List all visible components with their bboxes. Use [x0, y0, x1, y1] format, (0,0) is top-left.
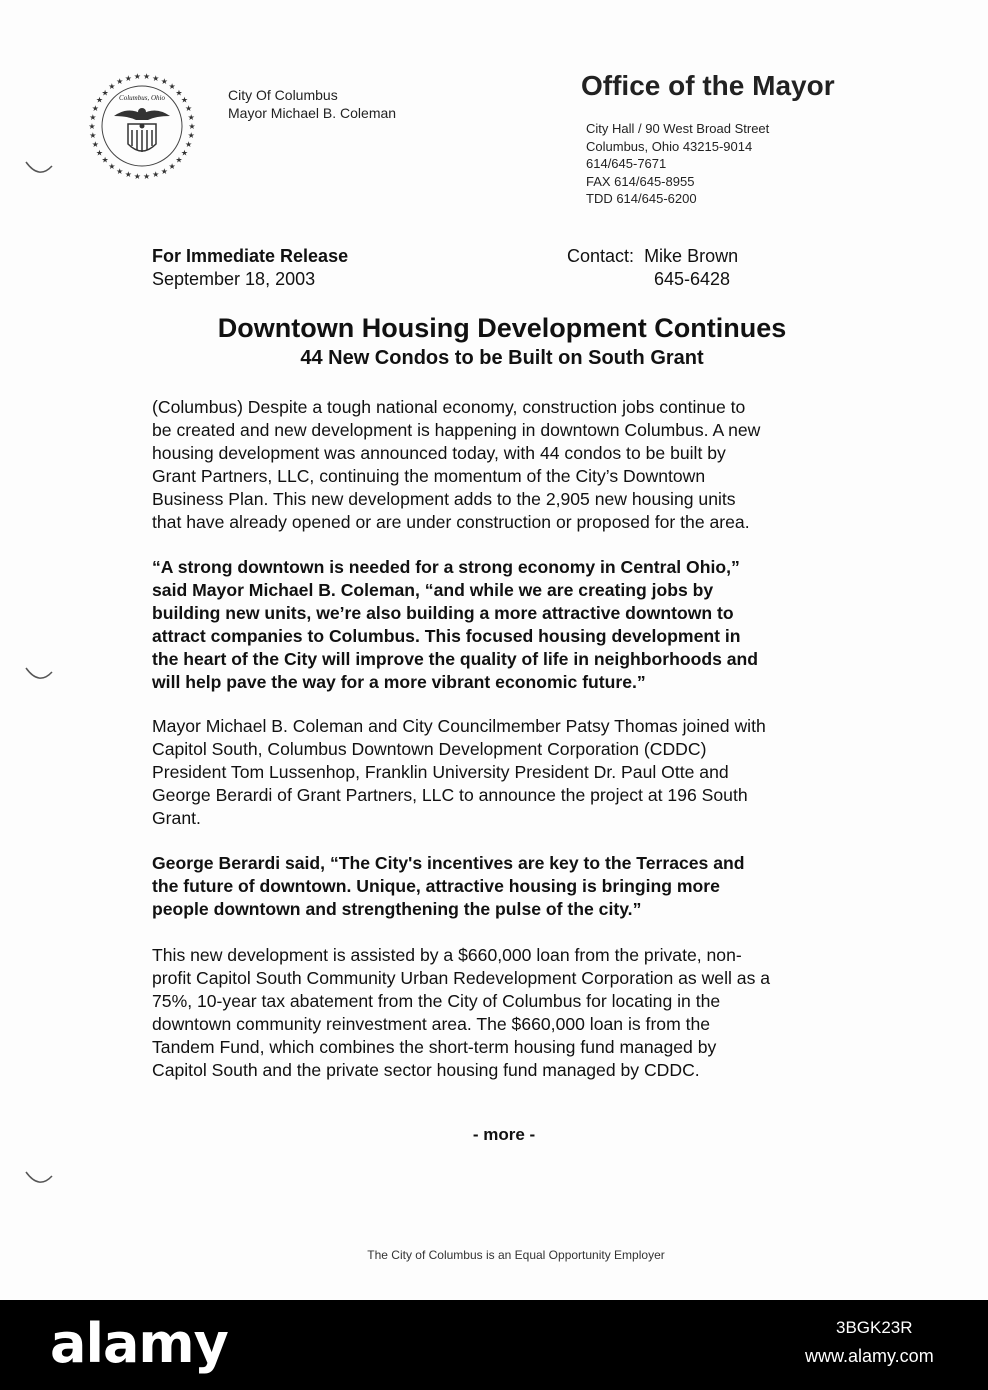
paragraph-line: George Berardi said, “The City's incentives are key to the Terraces and: [152, 853, 745, 873]
seal-star-icon: ★: [108, 161, 116, 171]
subheadline: 44 New Condos to be Built on South Grant: [300, 347, 704, 369]
paragraph-line: 75%, 10-year tax abatement from the City of Columbus for locating in the: [152, 991, 721, 1011]
seal-star-icon: ★: [101, 88, 109, 98]
headline: Downtown Housing Development Continues: [217, 313, 787, 343]
paragraph-line: attract companies to Columbus. This focused housing development in: [152, 626, 741, 646]
paragraph-line: be created and new development is happening in downtown Columbus. A new: [152, 420, 761, 440]
punch-hole-mark: [24, 1170, 54, 1184]
footer-note: The City of Columbus is an Equal Opportunity Employer: [367, 1248, 665, 1262]
seal-star-icon: ★: [175, 155, 183, 165]
seal-star-icon: ★: [88, 122, 96, 131]
seal-star-icon: ★: [175, 88, 183, 98]
seal-text: Columbus, Ohio: [119, 94, 165, 102]
paragraph-line: people downtown and strengthening the pulse of the city.”: [152, 899, 642, 919]
paragraph-line: the heart of the City will improve the quality of life in neighborhoods and: [152, 649, 759, 669]
seal-star-icon: ★: [116, 77, 124, 87]
paragraph-line: Capitol South and the private sector housing fund managed by CDDC.: [152, 1060, 700, 1080]
seal-star-icon: ★: [152, 170, 160, 180]
paragraph-line: President Tom Lussenhop, Franklin University President Dr. Paul Otte and: [152, 762, 729, 782]
seal-star-icon: ★: [133, 171, 141, 181]
seal-star-icon: ★: [168, 161, 176, 171]
release-date: September 18, 2003: [152, 269, 316, 289]
seal-star-icon: ★: [143, 72, 151, 82]
mayor-name: Mayor Michael B. Coleman: [228, 105, 397, 121]
paragraph-line: Grant Partners, LLC, continuing the momentum of the City’s Downtown: [152, 466, 706, 486]
address-line: City Hall / 90 West Broad Street: [586, 121, 770, 136]
seal-star-icon: ★: [124, 73, 132, 83]
contact-label: Contact:: [567, 246, 635, 266]
paragraph-line: profit Capitol South Community Urban Redevelopment Corporation as well as a: [152, 968, 771, 988]
paragraph-line: housing development was announced today, with 44 condos to be built by: [152, 443, 726, 463]
seal-star-icon: ★: [143, 171, 151, 181]
release-block: [152, 245, 348, 291]
quote-paragraph: [152, 852, 862, 921]
seal-star-icon: ★: [101, 155, 109, 165]
image-code: 3BGK23R: [836, 1318, 913, 1337]
watermark-logo: alamy: [50, 1312, 228, 1375]
punch-hole-mark: [24, 666, 54, 680]
more-indicator: - more -: [472, 1125, 536, 1144]
seal-star-icon: ★: [108, 82, 116, 92]
seal-star-icon: ★: [133, 72, 141, 82]
seal-star-icon: ★: [180, 148, 189, 158]
paragraph-line: George Berardi of Grant Partners, LLC to announce the project at 196 South: [152, 785, 748, 805]
seal-star-icon: ★: [91, 140, 99, 150]
punch-hole-mark: [24, 160, 54, 174]
seal-star-icon: ★: [188, 122, 196, 131]
seal-star-icon: ★: [116, 166, 124, 176]
seal-star-icon: ★: [185, 140, 193, 150]
city-seal-logo: [84, 68, 200, 184]
seal-star-icon: ★: [180, 95, 189, 105]
paragraph-line: that have already opened or are under construction or proposed for the area.: [152, 512, 750, 532]
seal-star-icon: ★: [91, 103, 99, 113]
seal-star-icon: ★: [89, 112, 97, 122]
paragraph-line: “A strong downtown is needed for a strong economy in Central Ohio,”: [152, 557, 740, 577]
watermark-url: www.alamy.com: [805, 1346, 934, 1366]
paragraph-line: Tandem Fund, which combines the short-term housing fund managed by: [152, 1037, 717, 1057]
seal-star-icon: ★: [168, 82, 176, 92]
contact-name: Mike Brown: [644, 246, 739, 266]
paragraph-line: This new development is assisted by a $660,000 loan from the private, non-: [152, 945, 742, 965]
tdd-line: TDD 614/645-6200: [586, 191, 697, 206]
paragraph-line: Grant.: [152, 808, 201, 828]
phone-line: 614/645-7671: [586, 156, 667, 171]
seal-star-icon: ★: [160, 77, 168, 87]
paragraph-line: (Columbus) Despite a tough national economy, construction jobs continue to: [152, 397, 746, 417]
paragraph-line: building new units, we’re also building a more attractive downtown to: [152, 603, 734, 623]
seal-star-icon: ★: [95, 148, 104, 158]
seal-star-icon: ★: [187, 112, 195, 122]
city-letterhead: [228, 86, 396, 122]
contact-block: [567, 245, 738, 291]
contact-phone: 645-6428: [654, 269, 731, 289]
seal-star-icon: ★: [89, 131, 97, 141]
address-line: Columbus, Ohio 43215-9014: [586, 138, 753, 154]
office-title: Office of the Mayor: [581, 70, 835, 101]
seal-star-icon: ★: [124, 170, 132, 180]
seal-star-icon: ★: [95, 95, 104, 105]
paragraph-line: Business Plan. This new development adds to the 2,905 new housing units: [152, 489, 736, 509]
paragraph-line: Capitol South, Columbus Downtown Development Corporation (CDDC): [152, 739, 707, 759]
fax-line: FAX 614/645-8955: [586, 173, 695, 189]
seal-star-icon: ★: [187, 131, 195, 141]
paragraph-line: Mayor Michael B. Coleman and City Councilmember Patsy Thomas joined with: [152, 716, 766, 736]
seal-star-icon: ★: [160, 166, 168, 176]
office-address: [586, 120, 769, 208]
seal-star-icon: ★: [152, 73, 160, 83]
paragraph-line: downtown community reinvestment area. The $660,000 loan is from the: [152, 1014, 711, 1034]
paragraph-line: will help pave the way for a more vibrant economic future.”: [152, 672, 646, 692]
body-paragraph: [152, 715, 862, 830]
seal-star-icon: ★: [185, 103, 193, 113]
city-name: City Of Columbus: [228, 87, 338, 103]
paragraph-line: the future of downtown. Unique, attractive housing is bringing more: [152, 876, 720, 896]
release-label: For Immediate Release: [152, 246, 349, 266]
quote-paragraph: [152, 556, 862, 694]
body-paragraph: [152, 944, 862, 1082]
body-paragraph: [152, 396, 862, 534]
paragraph-line: said Mayor Michael B. Coleman, “and while we are creating jobs by: [152, 580, 714, 600]
